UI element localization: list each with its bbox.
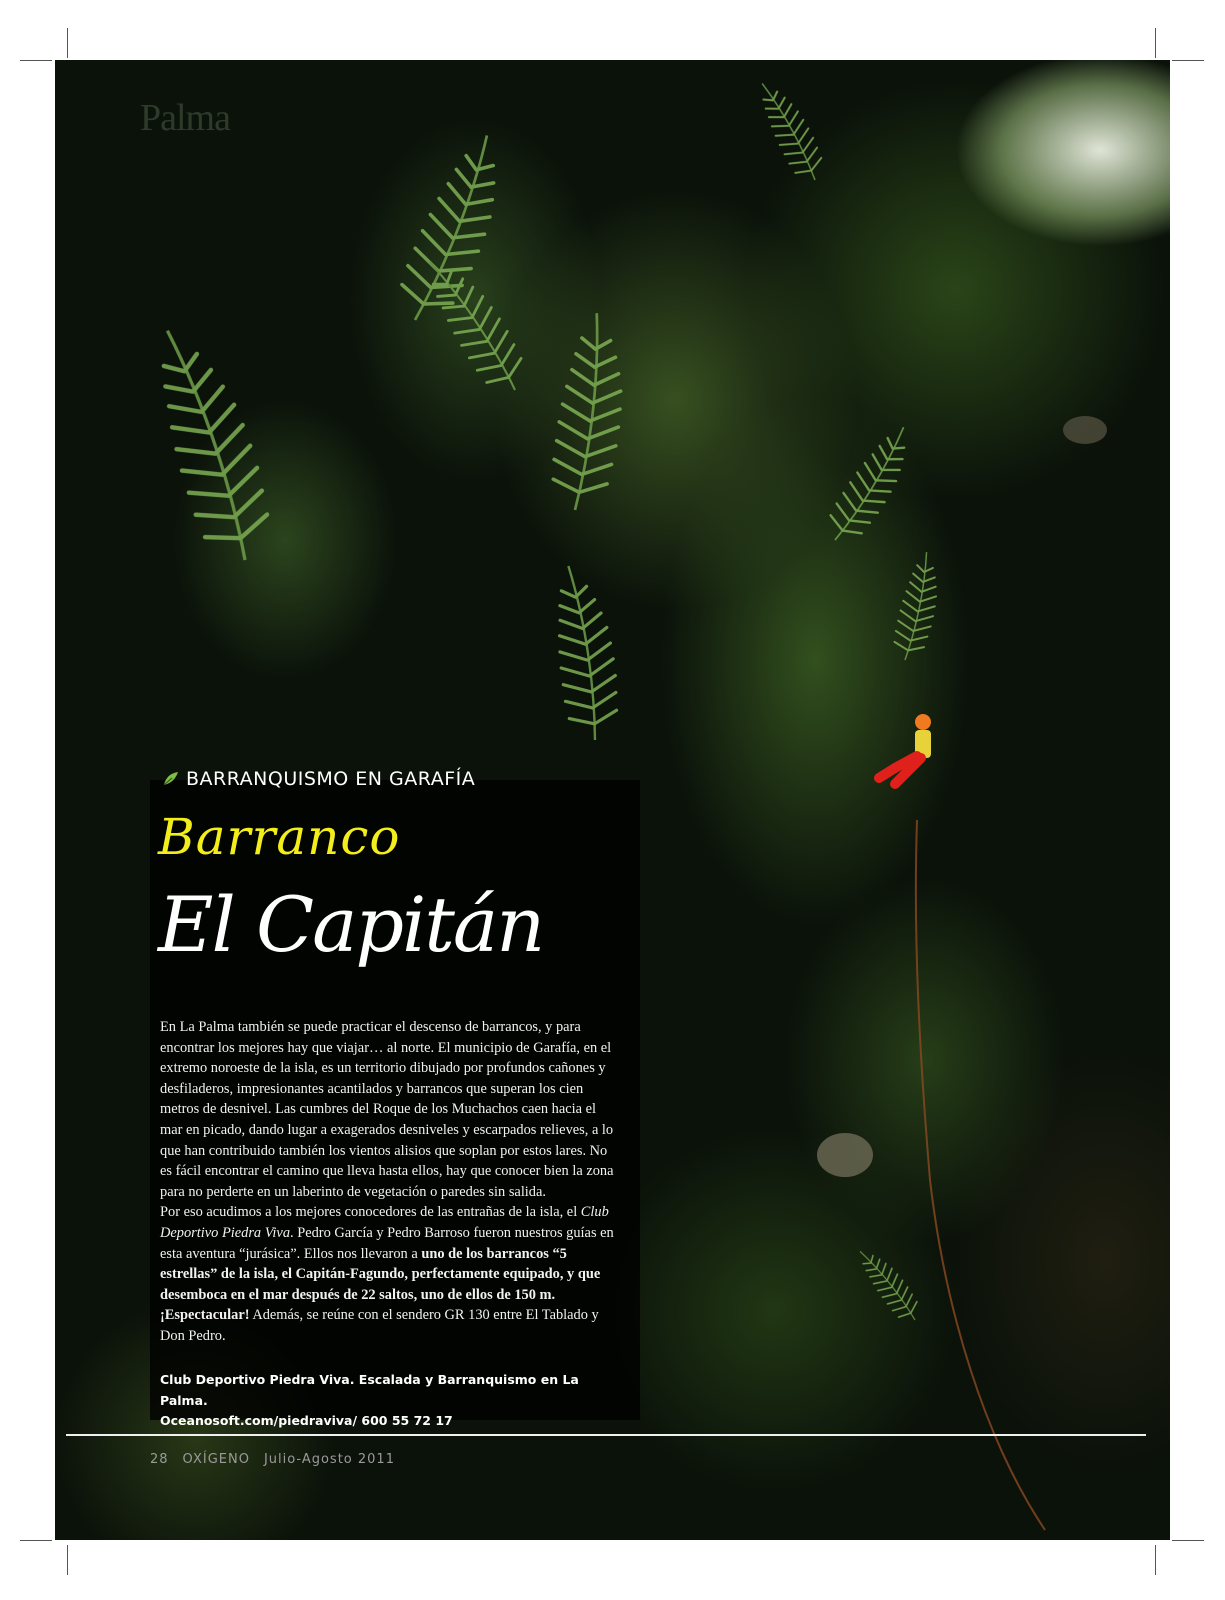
page-number: 28 xyxy=(150,1452,169,1467)
crop-mark xyxy=(1172,60,1204,61)
footer-rule xyxy=(66,1434,1146,1436)
paragraph-text: . Pedro García y Pedro Barroso fueron nuestros guías en esta aventura “jurásica”. Ellos nos llevaron a xyxy=(160,1224,614,1262)
climber-figure xyxy=(865,712,945,802)
club-credit xyxy=(160,1370,620,1432)
crop-mark xyxy=(20,60,52,61)
title-line-1: Barranco xyxy=(158,808,401,866)
credit-line-2: Oceanosoft.com/piedraviva/ 600 55 72 17 xyxy=(160,1413,453,1428)
crop-mark xyxy=(1155,1545,1156,1575)
title-line-2: El Capitán xyxy=(158,880,544,969)
article-body xyxy=(160,1017,615,1347)
paragraph-text: Además, se reúne con el sendero GR 130 entre El Tablado y Don Pedro. xyxy=(160,1307,599,1344)
club-name: Club Deportivo Piedra Viva xyxy=(160,1204,609,1241)
crop-mark xyxy=(1172,1540,1204,1541)
section-header: Palma xyxy=(140,97,230,139)
paragraph-text: Por eso acudimos a los mejores conocedores de las entrañas de la isla, el xyxy=(160,1204,581,1221)
crop-mark xyxy=(1155,28,1156,58)
magazine-name: OXÍGENO xyxy=(182,1452,250,1467)
article-kicker xyxy=(162,768,475,790)
leaf-icon xyxy=(162,770,180,788)
crop-mark xyxy=(67,28,68,58)
crop-mark xyxy=(67,1545,68,1575)
article-paragraph-1: En La Palma también se puede practicar el descenso de barrancos, y para encontrar los mejores hay que viajar… al norte. El municipio de Garafía, en el extremo noroeste de la isla, es un territorio dibujado por profundos cañones y desfiladeros, impresionantes acantilados y barrancos que superan los cien metros de desnivel. Las cumbres del Roque de los Muchachos caen hacia el mar en picado, dando lugar a exagerados desniveles y escarpados relieves, a lo que han contribuido también los vientos alisios que soplan por estos lares. No es fácil encontrar el camino que lleva hasta ellos, hay que conocer bien la zona para no perderte en un laberinto de vegetación o paredes sin salida. xyxy=(160,1019,614,1200)
article-paragraph-2 xyxy=(160,1202,615,1346)
page-footer xyxy=(150,1452,395,1467)
kicker-text: BARRANQUISMO EN GARAFÍA xyxy=(186,768,476,790)
issue-date: Julio-Agosto 2011 xyxy=(263,1452,395,1467)
credit-line-1: Club Deportivo Piedra Viva. Escalada y Barranquismo en La Palma. xyxy=(160,1372,579,1408)
crop-mark xyxy=(20,1540,52,1541)
paragraph-highlight: uno de los barrancos “5 estrellas” de la isla, el Capitán-Fagundo, perfectamente equipado, y que desemboca en el mar después de 22 saltos, uno de ellos de 150 m. ¡Espectacular! xyxy=(160,1245,601,1324)
